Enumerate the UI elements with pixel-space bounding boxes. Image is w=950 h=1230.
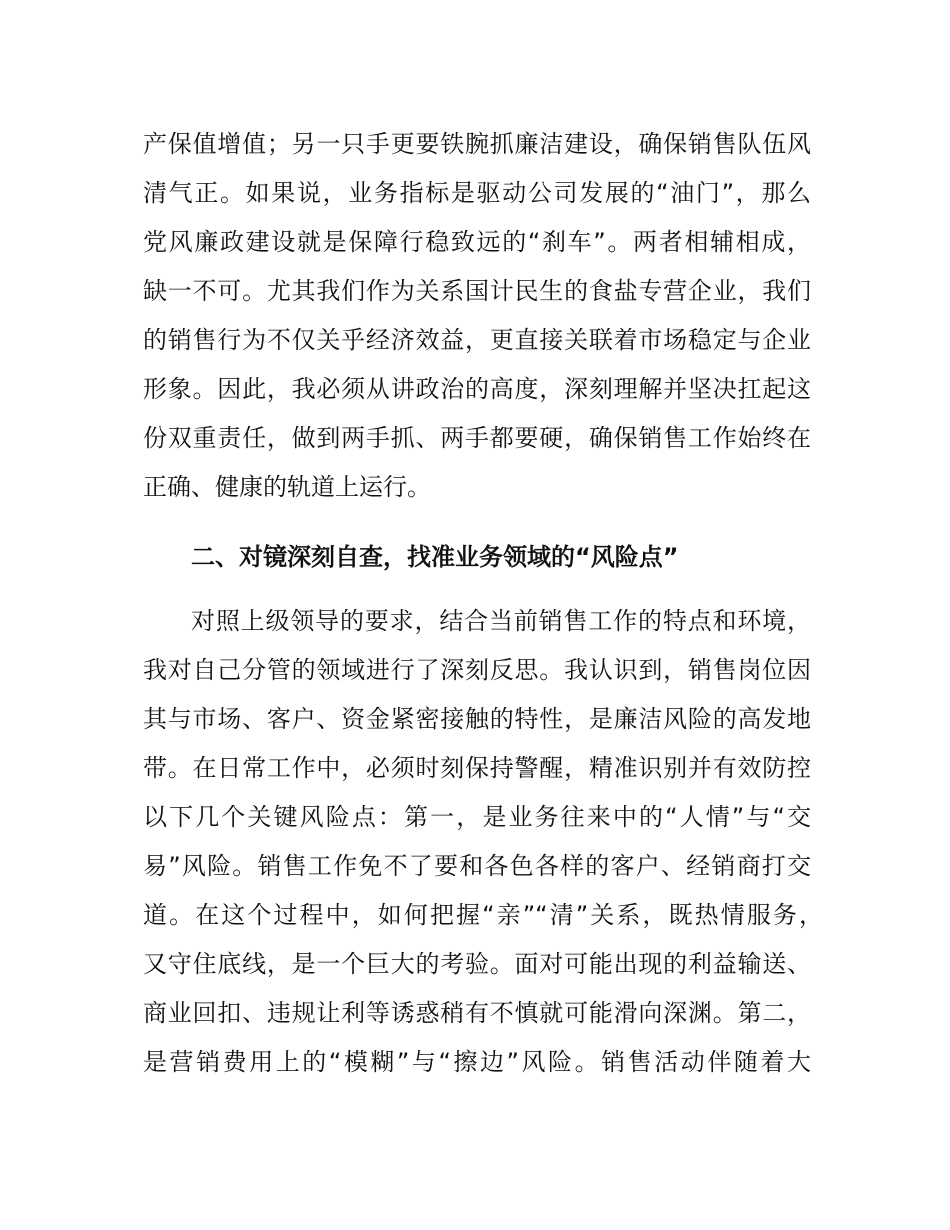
body-text-line: 商业回扣、违规让利等诱惑稍有不慎就可能滑向深渊。第二， (143, 999, 811, 1027)
body-text-line: 道。在这个过程中，如何把握“亲”“清”关系，既热情服务， (143, 901, 823, 929)
body-text-line: 对照上级领导的要求，结合当前销售工作的特点和环境， (191, 607, 811, 635)
body-text-line: 带。在日常工作中，必须时刻保持警醒，精准识别并有效防控 (143, 754, 811, 782)
body-text-line: 的销售行为不仅关乎经济效益，更直接关联着市场稳定与企业 (143, 326, 811, 354)
body-text-line: 产保值增值；另一只手更要铁腕抓廉洁建设，确保销售队伍风 (143, 130, 811, 158)
body-text-line: 以下几个关键风险点：第一，是业务往来中的“人情”与“交 (143, 803, 811, 831)
body-text-line: 其与市场、客户、资金紧密接触的特性，是廉洁风险的高发地 (143, 705, 811, 733)
body-text-line: 党风廉政建设就是保障行稳致远的“刹车”。两者相辅相成， (143, 228, 811, 256)
body-text-line: 清气正。如果说，业务指标是驱动公司发展的“油门”，那么 (143, 179, 811, 207)
body-text-line: 正确、健康的轨道上运行。 (143, 473, 431, 501)
body-text-line: 缺一不可。尤其我们作为关系国计民生的食盐专营企业，我们 (143, 277, 811, 305)
body-text-line: 是营销费用上的“模糊”与“擦边”风险。销售活动伴随着大 (143, 1048, 811, 1076)
body-text-line: 易”风险。销售工作免不了要和各色各样的客户、经销商打交 (143, 852, 811, 880)
body-text-line: 形象。因此，我必须从讲政治的高度，深刻理解并坚决扛起这 (143, 375, 811, 403)
section-heading: 二、对镜深刻自查，找准业务领域的“风险点” (191, 543, 679, 571)
body-text-line: 份双重责任，做到两手抓、两手都要硬，确保销售工作始终在 (143, 424, 811, 452)
body-text-line: 又守住底线，是一个巨大的考验。面对可能出现的利益输送、 (143, 950, 811, 978)
body-text-line: 我对自己分管的领域进行了深刻反思。我认识到，销售岗位因 (143, 656, 811, 684)
